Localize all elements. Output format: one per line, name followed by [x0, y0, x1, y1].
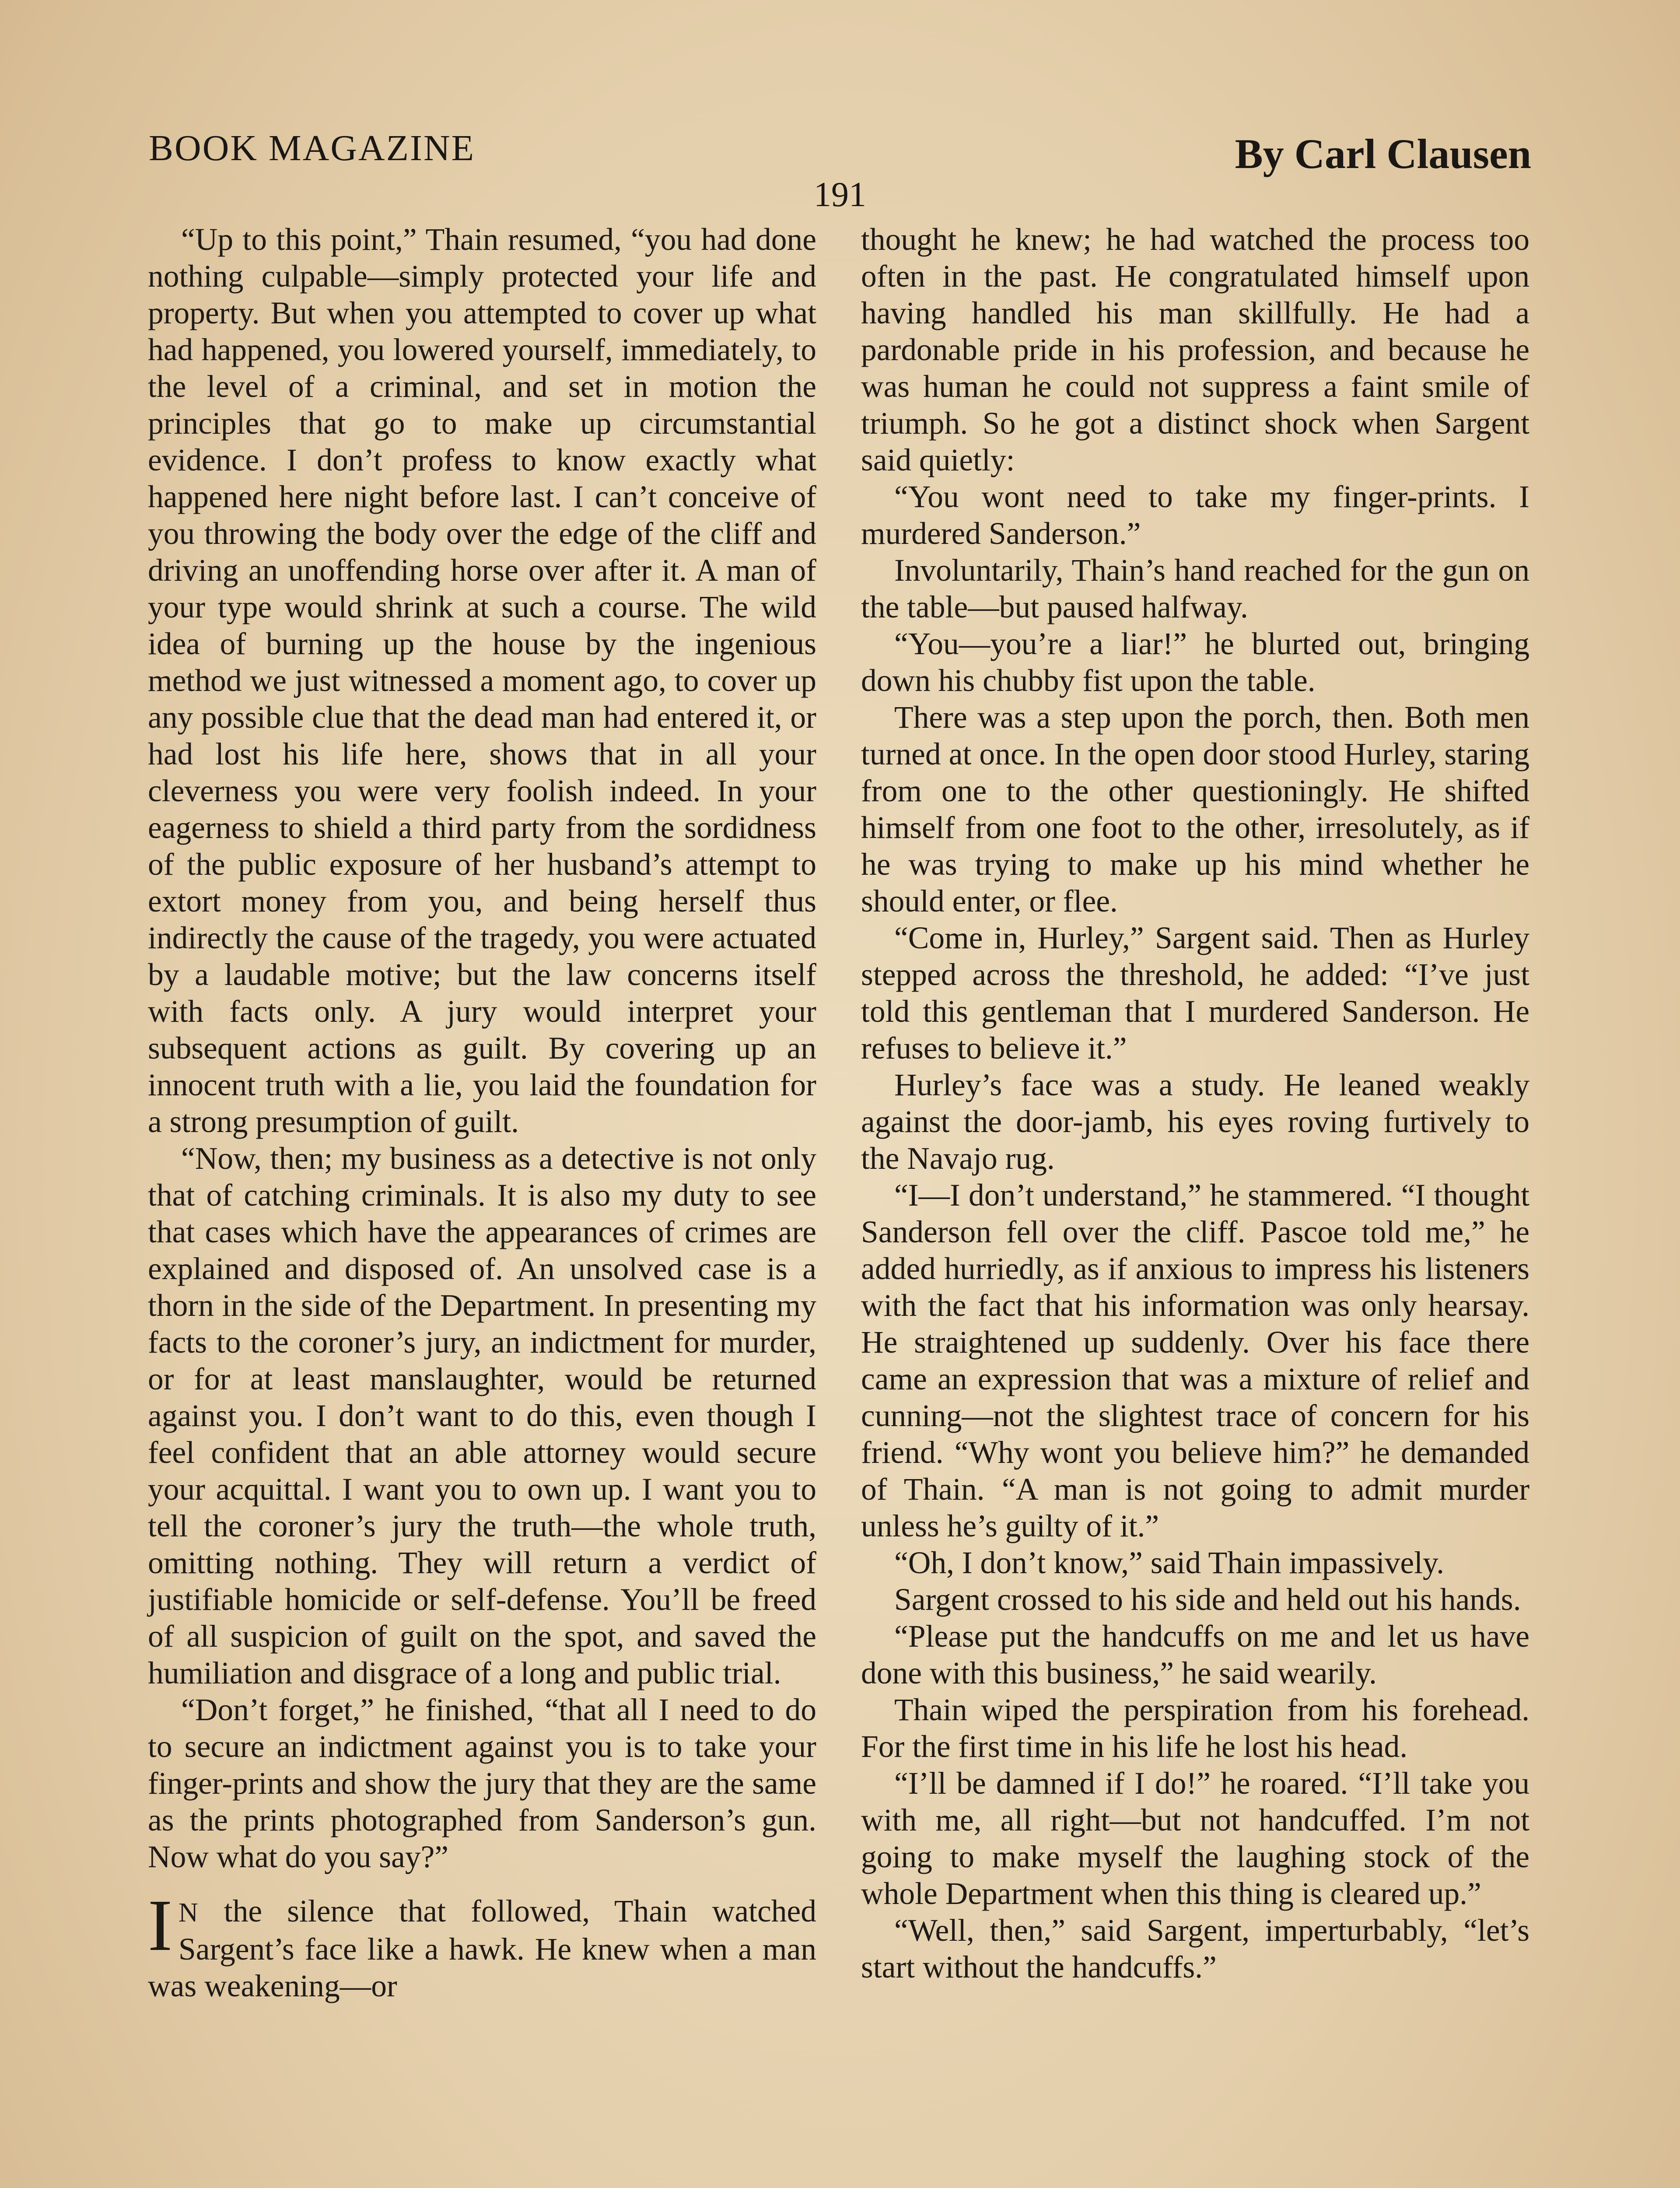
- magazine-title: BOOK MAGAZINE: [149, 128, 475, 168]
- drop-cap-tail: N: [178, 1898, 199, 1928]
- section-opening-text: the silence that followed, Thain watched Sargent’s face like a hawk. He knew when a man was weakening—or: [148, 1894, 816, 2003]
- left-text-column: [148, 221, 816, 2005]
- paragraph: Hurley’s face was a study. He leaned weakly against the door-jamb, his eyes roving furtively to the Navajo rug.: [861, 1068, 1530, 1176]
- paragraph: Thain wiped the perspiration from his forehead. For the first time in his life he lost his head.: [861, 1693, 1530, 1764]
- page-number: 191: [814, 175, 866, 214]
- paragraph: “I’ll be damned if I do!” he roared. “I’ll take you with me, all right—but not handcuffed. I’m not going to make myself the laughing stock of the whole Department when this thing is cleared up.”: [861, 1766, 1530, 1911]
- paragraph: “You wont need to take my finger-prints. I murdered Sanderson.”: [861, 480, 1530, 551]
- paragraph: “Come in, Hurley,” Sargent said. Then as Hurley stepped across the threshold, he added: “I’ve just told this gentleman that I murdered Sanderson. He refuses to believe it.”: [861, 921, 1530, 1066]
- continued-paragraph: thought he knew; he had watched the process too often in the past. He congratulated himself upon having handled his man skillfully. He had a pardonable pride in his profession, and because he was human he could not suppress a faint smile of triumph. So he got a distinct shock when Sargent said quietly:: [861, 222, 1530, 477]
- paragraph: “Now, then; my business as a detective is not only that of catching criminals. It is also my duty to see that cases which have the appearances of crimes are explained and disposed of. An unsolved case is a thorn in the side of the Department. In presenting my facts to the coroner’s jury, an indictment for murder, or for at least manslaughter, would be returned against you. I don’t want to do this, even though I feel confident that an able attorney would secure your acquittal. I want you to own up. I want you to tell the coroner’s jury the truth—the whole truth, omitting nothing. They will return a verdict of justifiable homicide or self-defense. You’ll be freed of all suspicion of guilt on the spot, and saved the humiliation and disgrace of a long and public trial.: [148, 1141, 816, 1690]
- paragraph: “You—you’re a liar!” he blurted out, bringing down his chubby fist upon the table.: [861, 627, 1530, 698]
- section-opening-paragraph: [148, 1885, 816, 2005]
- drop-cap: I: [148, 1885, 172, 1966]
- paragraph: “Well, then,” said Sargent, imperturbably, “let’s start without the handcuffs.”: [861, 1913, 1530, 1985]
- paragraph: “Please put the handcuffs on me and let us have done with this business,” he said wearily.: [861, 1619, 1530, 1690]
- paragraph: Sargent crossed to his side and held out his hands.: [894, 1582, 1521, 1617]
- author-byline: By Carl Clausen: [1235, 130, 1531, 177]
- paragraph: “Oh, I don’t know,” said Thain impassively.: [894, 1546, 1445, 1580]
- paragraph: “I—I don’t understand,” he stammered. “I thought Sanderson fell over the cliff. Pascoe told me,” he added hurriedly, as if anxious to impress his listeners with the fact that his information was only hearsay. He straightened up suddenly. Over his face there came an expression that was a mixture of relief and cunning—not the slightest trace of concern for his friend. “Why wont you believe him?” he demanded of Thain. “A man is not going to admit murder unless he’s guilty of it.”: [861, 1178, 1530, 1543]
- section-break: [148, 1876, 816, 1893]
- paragraph: “Don’t forget,” he finished, “that all I need to do to secure an indictment against you is to take your finger-prints and show the jury that they are the same as the prints photographed from Sanderson’s gun. Now what do you say?”: [148, 1693, 816, 1874]
- paragraph: “Up to this point,” Thain resumed, “you had done nothing culpable—simply protected your life and property. But when you attempted to cover up what had happened, you lowered yourself, immediately, to the level of a criminal, and set in motion the principles that go to make up circumstantial evidence. I don’t profess to know exactly what happened here night before last. I can’t conceive of you throwing the body over the edge of the cliff and driving an unoffending horse over after it. A man of your type would shrink at such a course. The wild idea of burning up the house by the ingenious method we just witnessed a moment ago, to cover up any possible clue that the dead man had entered it, or had lost his life here, shows that in all your cleverness you were very foolish indeed. In your eagerness to shield a third party from the sordidness of the public exposure of her husband’s attempt to extort money from you, and being herself thus indirectly the cause of the tragedy, you were actuated by a laudable motive; but the law concerns itself with facts only. A jury would interpret your subsequent actions as guilt. By covering up an innocent truth with a lie, you laid the foundation for a strong presumption of guilt.: [148, 222, 816, 1139]
- paragraph: Involuntarily, Thain’s hand reached for the gun on the table—but paused halfway.: [861, 553, 1530, 624]
- right-text-column: [861, 221, 1530, 1986]
- paragraph: There was a step upon the porch, then. Both men turned at once. In the open door stood Hurley, staring from one to the other questioningly. He shifted himself from one foot to the other, irresolutely, as if he was trying to make up his mind whether he should enter, or flee.: [861, 700, 1530, 919]
